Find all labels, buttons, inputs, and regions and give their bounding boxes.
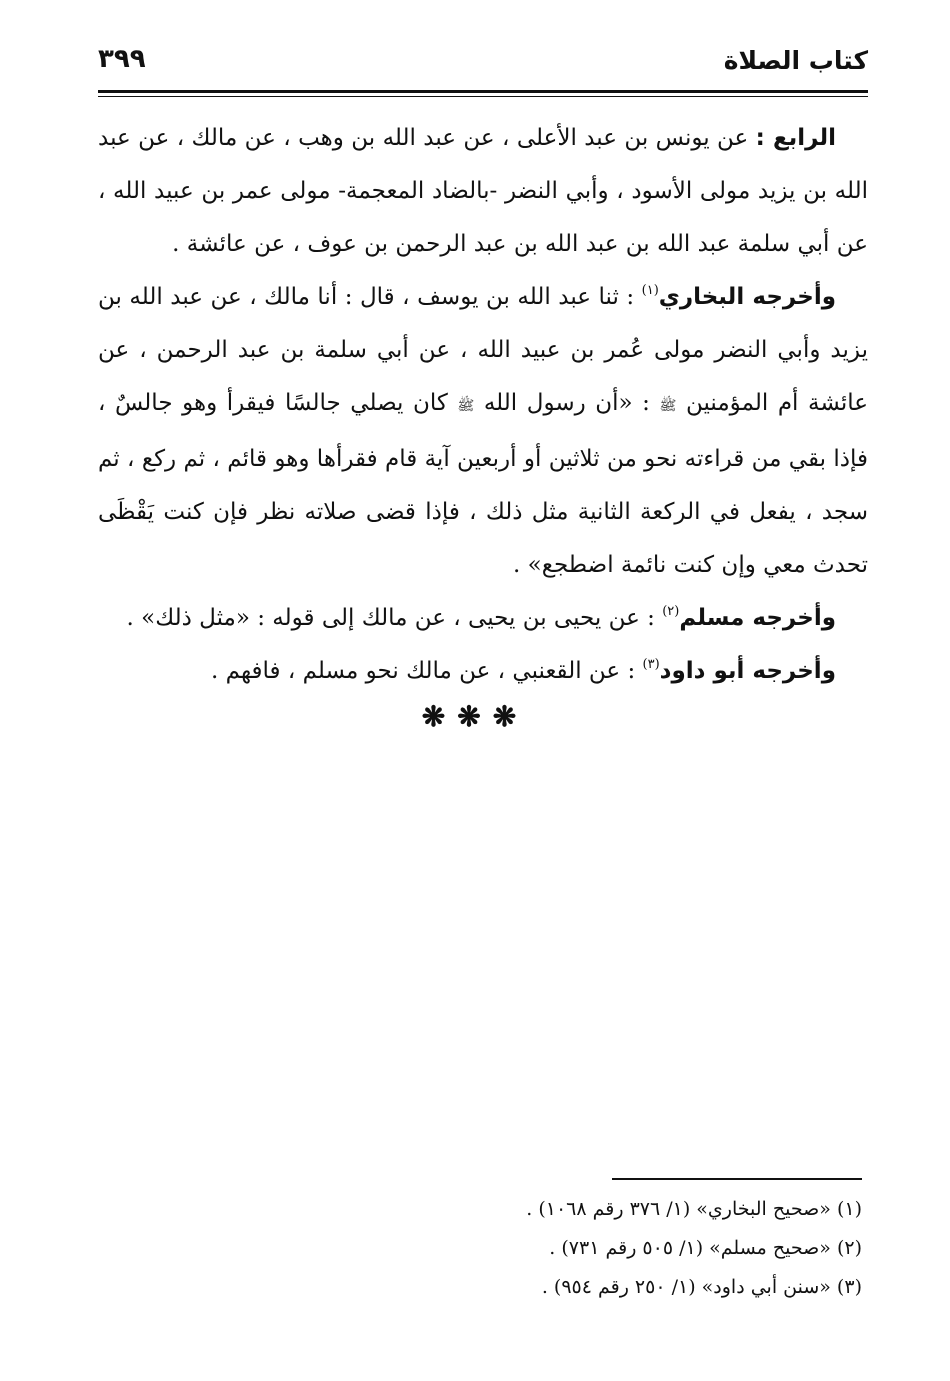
paragraph-text: : عن يحيى بن يحيى ، عن مالك إلى قوله : «مثل ذلك» . bbox=[126, 605, 663, 631]
paragraph-text: : ثنا عبد الله بن يوسف ، قال : أنا مالك ، عن عبد الله بن يزيد وأبي النضر مولى عُمر بن عبيد الله ، عن أبي سلمة بن عبد الرحمن ، عن عائشة أم المؤمنين bbox=[98, 284, 868, 416]
paragraph-fourth-chain bbox=[98, 112, 868, 271]
paragraph-muslim bbox=[98, 592, 868, 645]
footnote-item: (١) «صحيح البخاري» (١/ ٣٧٦ رقم ١٠٦٨) . bbox=[526, 1198, 862, 1220]
paragraph-bukhari bbox=[98, 271, 868, 592]
footnotes bbox=[362, 1190, 862, 1307]
paragraph-abu-dawud bbox=[98, 645, 868, 698]
footnote-item: (٢) «صحيح مسلم» (١/ ٥٠٥ رقم ٧٣١) . bbox=[549, 1237, 862, 1259]
header-rule-thick bbox=[98, 90, 868, 93]
header-rule-thin bbox=[98, 96, 868, 97]
paragraph-text: : «أن رسول الله bbox=[474, 390, 660, 416]
paragraph-lead: وأخرجه البخاري bbox=[658, 284, 836, 310]
section-separator: ❋❋❋ bbox=[421, 700, 529, 733]
paragraph-lead: الرابع : bbox=[755, 125, 837, 151]
page-header bbox=[98, 38, 868, 88]
paragraph-lead: وأخرجه أبو داود bbox=[659, 658, 836, 684]
footnote-ref[interactable]: (٣) bbox=[642, 657, 660, 672]
paragraph-text: كان يصلي جالسًا فيقرأ وهو جالسٌ ، فإذا بقي من قراءته نحو من ثلاثين أو أربعين آية قام فقرأها وهو قائم ، ثم ركع ، ثم سجد ، يفعل في الركعة الثانية مثل ذلك ، فإذا قضى صلاته نظر فإن كنت يَقْظَى تحدث معي وإن كنت نائمة اضطجع» . bbox=[98, 390, 868, 578]
paragraph-text: : عن القعنبي ، عن مالك نحو مسلم ، فافهم . bbox=[211, 658, 643, 684]
honorific-glyph: ﷺ bbox=[659, 398, 677, 414]
footnote-ref[interactable]: (١) bbox=[641, 283, 659, 298]
paragraph-lead: وأخرجه مسلم bbox=[679, 605, 836, 631]
footnote-item: (٣) «سنن أبي داود» (١/ ٢٥٠ رقم ٩٥٤) . bbox=[541, 1276, 862, 1298]
footnote-ref[interactable]: (٢) bbox=[662, 604, 680, 619]
main-text bbox=[98, 112, 868, 698]
honorific-glyph: ﷺ bbox=[457, 398, 475, 414]
footnote-rule bbox=[612, 1178, 862, 1180]
chapter-title: كتاب الصلاة bbox=[723, 46, 868, 75]
paragraph-text: عن يونس بن عبد الأعلى ، عن عبد الله بن وهب ، عن مالك ، عن عبد الله بن يزيد مولى الأسود ، وأبي النضر -بالضاد المعجمة- مولى عمر بن عبيد الله ، عن أبي سلمة عبد الله بن عبد الله بن عبد الرحمن بن عوف ، عن عائشة . bbox=[98, 125, 868, 257]
page-number: ٣٩٩ bbox=[98, 44, 146, 74]
